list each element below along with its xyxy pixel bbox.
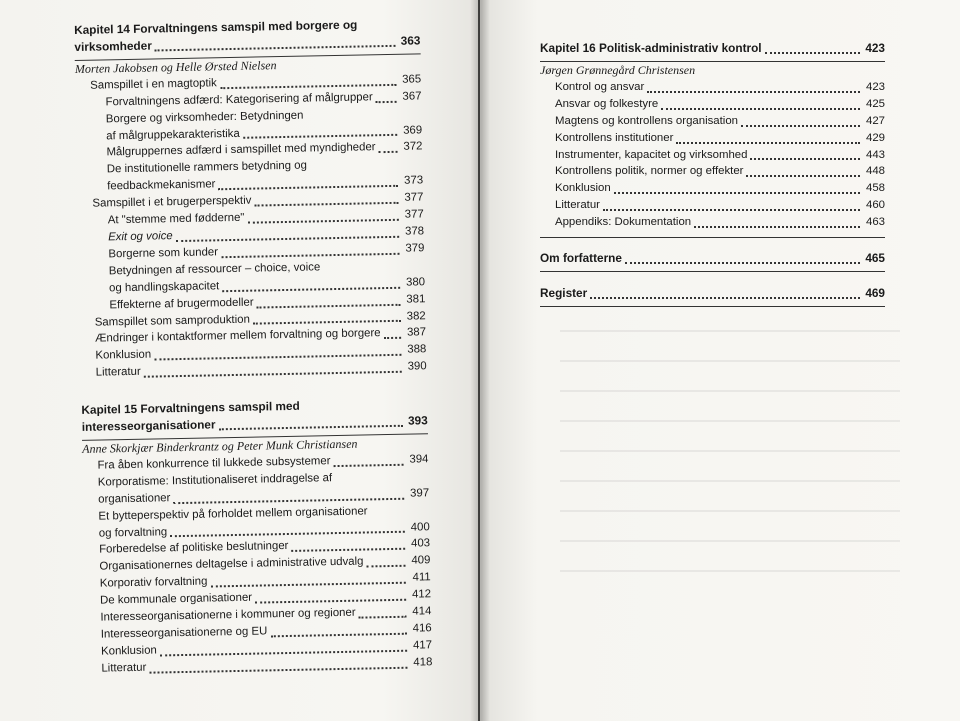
entry-page: 448: [865, 165, 885, 178]
entry-title: Fra åben konkurrence til lukkede subsystemer: [97, 455, 331, 472]
leader-dots: [694, 226, 860, 228]
entry-page: 443: [865, 148, 885, 161]
entry-page: 369: [403, 123, 423, 137]
bleed-through-text: [560, 540, 900, 542]
leader-dots: [676, 142, 860, 144]
bleed-through-text: [560, 570, 900, 572]
leader-dots: [155, 45, 396, 52]
leader-dots: [741, 125, 860, 127]
toc-entry[interactable]: [540, 79, 885, 96]
left-toc: [74, 15, 433, 677]
leader-dots: [219, 425, 403, 431]
entry-page: 427: [865, 114, 885, 127]
section-rule: [540, 306, 885, 307]
about-authors-title: Om forfatterne: [540, 251, 622, 266]
bleed-through-text: [560, 420, 900, 422]
leader-dots: [661, 108, 860, 110]
bleed-through-text: [560, 510, 900, 512]
leader-dots: [647, 91, 860, 93]
entry-page: 379: [405, 242, 425, 255]
entry-title: Kontrollens institutioner: [555, 131, 674, 144]
leader-dots: [254, 202, 398, 207]
entry-title: Konklusion: [555, 182, 611, 195]
entry-title: Borgerne som kunder: [108, 246, 219, 261]
spacer: [540, 238, 885, 250]
entry-title: Interesseorganisationerne og EU: [100, 625, 268, 641]
leader-dots: [292, 548, 406, 552]
chapter-14-authors: Morten Jakobsen og Helle Ørsted Nielsen: [74, 57, 277, 76]
entry-title: Instrumenter, kapacitet og virksomhed: [555, 148, 748, 161]
leader-dots: [603, 209, 860, 211]
spacer: [540, 272, 885, 285]
right-toc: [540, 40, 885, 307]
chapter-14-title[interactable]: Kapitel 14 Forvaltningens samspil med borgere og: [74, 17, 358, 37]
entry-page: 412: [411, 588, 432, 601]
entry-title: Kontrol og ansvar: [555, 80, 645, 93]
entry-page: 425: [865, 97, 885, 110]
entry-title: De kommunale organisationer: [100, 591, 253, 607]
entry-page: 380: [405, 275, 426, 289]
chapter-14-title-cont: virksomheder: [74, 38, 152, 54]
entry-title: og handlingskapacitet: [108, 279, 220, 295]
entry-title: At "stemme med fødderne": [107, 211, 245, 227]
chapter-15-title-cont: interesseorganisationer: [81, 417, 216, 434]
bleed-through-text: [560, 330, 900, 332]
register-title: Register: [540, 285, 588, 300]
chapter-16-authors: Jørgen Grønnegård Christensen: [540, 62, 696, 77]
chapter-15-items: [82, 451, 432, 677]
entry-title: Appendiks: Dokumentation: [555, 216, 692, 229]
leader-dots: [746, 175, 860, 177]
entry-page: 377: [404, 208, 424, 221]
entry-title: Målgruppernes adfærd i samspillet med myndigheder: [106, 141, 376, 159]
chapter-16-title: Kapitel 16 Politisk-administrativ kontrol: [540, 41, 762, 55]
bleed-through-text: [560, 390, 900, 392]
toc-entry[interactable]: [540, 163, 885, 180]
entry-title: Samspillet som samproduktion: [94, 313, 250, 329]
entry-title: Litteratur: [555, 199, 600, 212]
entry-title: Konklusion: [100, 644, 157, 658]
toc-entry[interactable]: [540, 197, 885, 214]
entry-title: og forvaltning: [98, 525, 168, 540]
entry-page: 388: [407, 343, 427, 356]
leader-dots: [270, 633, 406, 638]
bleed-through-text: [560, 480, 900, 482]
entry-page: 409: [411, 554, 431, 567]
chapter-15-title[interactable]: Kapitel 15 Forvaltningens samspil med: [81, 398, 300, 418]
entry-title: feedbackmekanismer: [107, 178, 216, 193]
leader-dots: [243, 134, 397, 139]
leader-dots: [367, 565, 406, 568]
about-authors-row[interactable]: [540, 250, 885, 267]
leader-dots: [334, 464, 404, 467]
entry-page: 367: [402, 90, 422, 103]
entry-title: Ansvar og folkestyre: [555, 97, 659, 110]
leader-dots: [359, 616, 407, 619]
entry-title: organisationer: [98, 491, 171, 506]
toc-entry[interactable]: [540, 180, 885, 197]
entry-title: Magtens og kontrollens organisation: [555, 114, 738, 127]
entry-title: Litteratur: [95, 366, 141, 379]
entry-title: Konklusion: [95, 348, 152, 362]
entry-page: 377: [404, 191, 424, 204]
entry-page: 373: [403, 174, 424, 187]
entry-title: Samspillet i en magtoptik: [90, 77, 217, 92]
about-authors-page: 465: [865, 251, 885, 266]
entry-title: af målgruppekarakteristika: [106, 127, 240, 142]
entry-page: 414: [412, 605, 432, 618]
entry-page: 390: [407, 360, 427, 373]
entry-title: Litteratur: [101, 661, 147, 675]
entry-page: 400: [410, 520, 430, 534]
register-page: 469: [865, 285, 885, 300]
leader-dots: [257, 303, 401, 308]
entry-title[interactable]: Et bytteperspektiv på forholdet mellem organisationer: [98, 505, 368, 523]
toc-entry[interactable]: [540, 113, 885, 130]
entry-page: 418: [413, 656, 433, 669]
entry-page: 365: [402, 73, 422, 86]
entry-page: 423: [865, 80, 885, 93]
entry-page: 411: [412, 571, 431, 584]
leader-dots: [379, 151, 398, 153]
bleed-through-text: [560, 450, 900, 452]
entry-page: 458: [865, 182, 885, 195]
leader-dots: [247, 219, 398, 224]
entry-page: 460: [865, 199, 885, 212]
chapter-14-items: [75, 71, 427, 382]
entry-title[interactable]: Korporatisme: Institutionaliseret inddragelse af: [97, 471, 333, 489]
leader-dots: [255, 599, 406, 604]
leader-dots: [384, 337, 402, 339]
entry-title[interactable]: Betydningen af ressourcer – choice, voice: [108, 261, 321, 278]
entry-title: Forberedelse af politiske beslutninger: [99, 540, 289, 557]
entry-title: Forvaltningens adfærd: Kategorisering af målgrupper: [105, 90, 373, 109]
entry-page: 416: [412, 622, 432, 635]
entry-page: 378: [404, 225, 425, 238]
toc-entry[interactable]: [540, 214, 885, 231]
register-row[interactable]: [540, 285, 885, 302]
entry-title: Effekterne af brugermodeller: [109, 296, 254, 311]
entry-title[interactable]: De institutionelle rammers betydning og: [106, 159, 307, 176]
entry-page: 397: [409, 487, 430, 500]
entry-page: 394: [409, 453, 429, 466]
chapter-16-title-row[interactable]: [540, 40, 885, 57]
entry-title: Ændringer i kontaktformer mellem forvaltning og borgere: [94, 327, 381, 346]
leader-dots: [590, 297, 860, 299]
entry-title: Korporativ forvaltning: [99, 575, 208, 590]
chapter-15-page: 393: [407, 413, 428, 428]
book-gutter: [470, 0, 490, 721]
leader-dots: [625, 262, 860, 264]
entry-page: 403: [410, 537, 431, 551]
entry-title: Kontrollens politik, normer og effekter: [555, 165, 744, 178]
entry-page: 429: [865, 131, 885, 144]
entry-page: 463: [865, 216, 885, 229]
leader-dots: [765, 52, 860, 54]
entry-title: Exit og voice: [108, 230, 173, 244]
toc-entry[interactable]: [540, 130, 885, 147]
entry-title: Interesseorganisationerne i kommuner og regioner: [100, 606, 356, 624]
chapter-14-page: 363: [400, 33, 421, 48]
chapter-16-page: 423: [865, 41, 885, 55]
entry-page: 387: [406, 326, 427, 340]
entry-title: Samspillet i et brugerperspektiv: [92, 194, 252, 210]
entry-page: 372: [403, 140, 423, 154]
leader-dots: [253, 320, 401, 325]
entry-page: 417: [412, 639, 433, 652]
toc-entry[interactable]: [540, 147, 885, 164]
chapter-16-items: [540, 79, 885, 231]
entry-page: 382: [406, 309, 426, 323]
leader-dots: [750, 158, 860, 160]
toc-entry[interactable]: [540, 96, 885, 113]
entry-title: Organisationernes deltagelse i administrative udvalg: [99, 555, 364, 573]
leader-dots: [376, 100, 397, 102]
chapter-15-authors: Anne Skorkjær Binderkrantz og Peter Munk Christiansen: [82, 436, 358, 456]
leader-dots: [614, 192, 860, 194]
entry-page: 381: [406, 292, 426, 306]
entry-title[interactable]: Borgere og virksomheder: Betydningen: [105, 109, 304, 126]
bleed-through-text: [560, 360, 900, 362]
